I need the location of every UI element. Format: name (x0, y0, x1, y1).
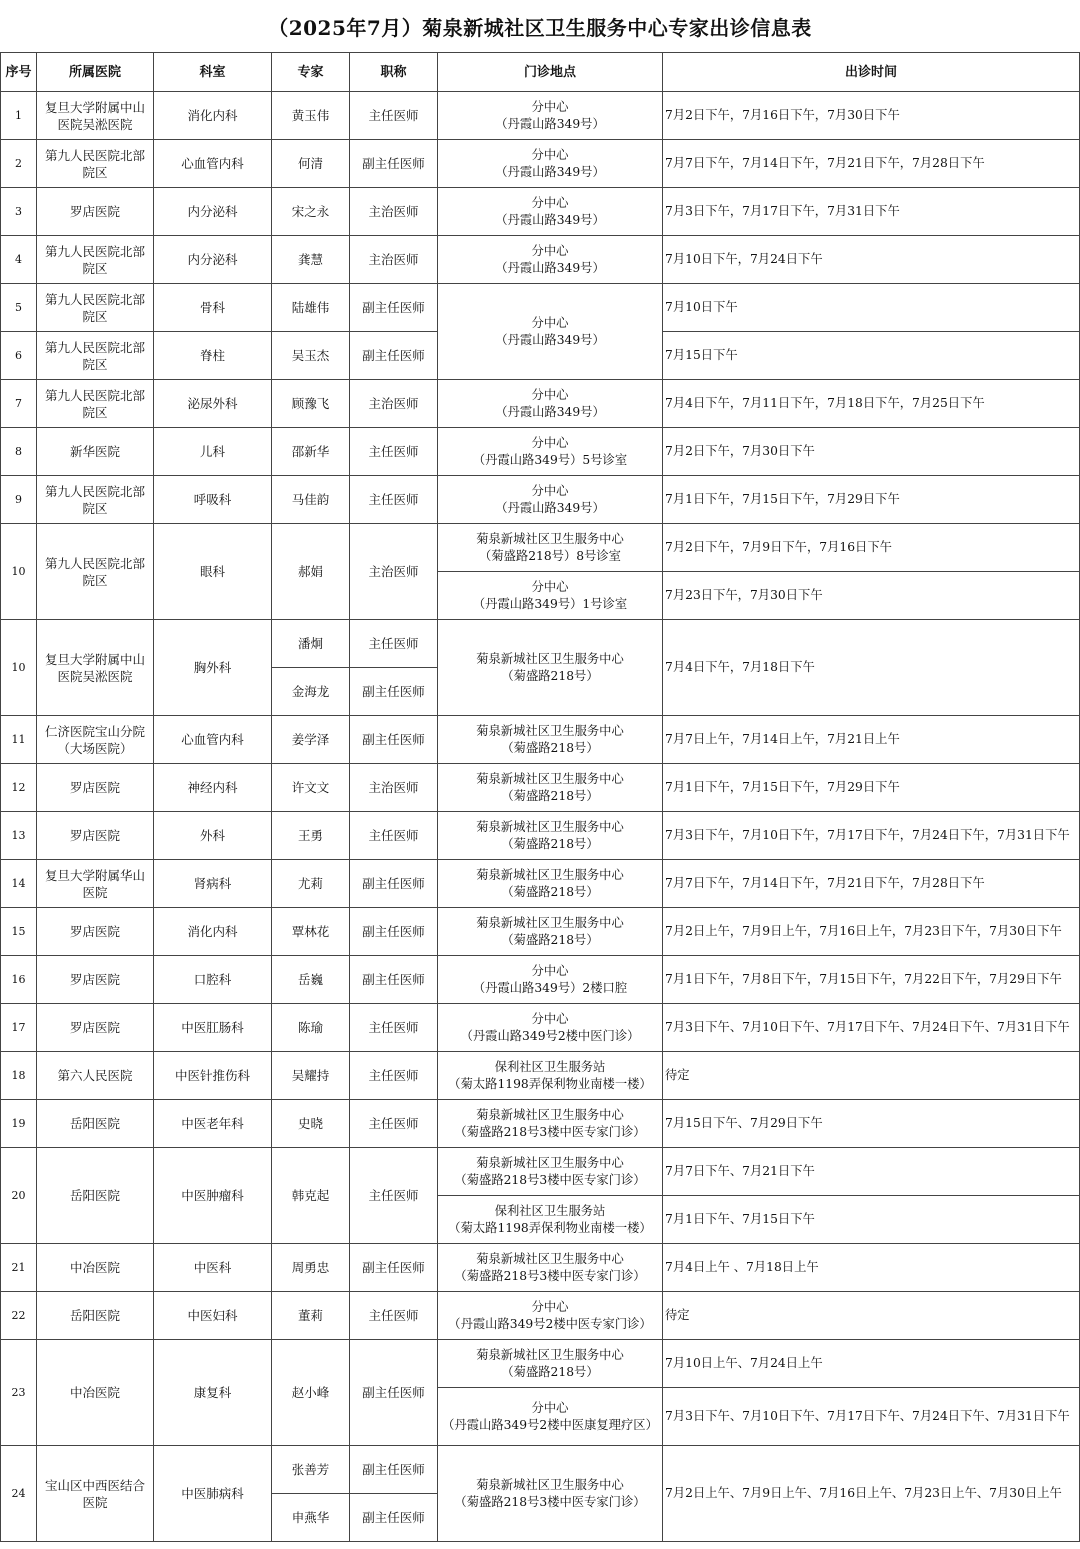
cell-title: 副主任医师 (350, 956, 438, 1004)
cell-hospital: 第九人民医院北部院区 (37, 140, 154, 188)
cell-expert: 韩克起 (272, 1148, 350, 1244)
cell-time: 7月2日下午，7月16日下午，7月30日下午 (663, 92, 1080, 140)
cell-title: 主任医师 (350, 1052, 438, 1100)
cell-location: 分中心 （丹霞山路349号）1号诊室 (438, 572, 663, 620)
header-location: 门诊地点 (438, 53, 663, 92)
cell-expert: 张善芳 (272, 1446, 350, 1494)
cell-dept: 口腔科 (154, 956, 272, 1004)
cell-seq: 10 (1, 620, 37, 716)
header-time: 出诊时间 (663, 53, 1080, 92)
cell-location: 分中心 （丹霞山路349号） (438, 236, 663, 284)
cell-expert: 许文文 (272, 764, 350, 812)
table-row (1, 380, 1080, 428)
cell-dept: 中医肺病科 (154, 1446, 272, 1542)
cell-time: 7月3日下午，7月17日下午，7月31日下午 (663, 188, 1080, 236)
cell-hospital: 岳阳医院 (37, 1292, 154, 1340)
cell-expert: 何清 (272, 140, 350, 188)
cell-dept: 中医肛肠科 (154, 1004, 272, 1052)
cell-location: 菊泉新城社区卫生服务中心 （菊盛路218号） (438, 812, 663, 860)
cell-expert: 黄玉伟 (272, 92, 350, 140)
cell-time: 7月2日上午、7月9日上午、7月16日上午、7月23日上午、7月30日上午 (663, 1446, 1080, 1542)
cell-expert: 董莉 (272, 1292, 350, 1340)
cell-title: 副主任医师 (350, 284, 438, 332)
cell-seq: 16 (1, 956, 37, 1004)
cell-location: 菊泉新城社区卫生服务中心 （菊盛路218号） (438, 1340, 663, 1388)
table-row (1, 524, 1080, 572)
cell-expert: 郝娟 (272, 524, 350, 620)
cell-dept: 消化内科 (154, 908, 272, 956)
cell-hospital: 第九人民医院北部院区 (37, 284, 154, 332)
cell-title: 主任医师 (350, 428, 438, 476)
cell-location: 分中心 （丹霞山路349号2楼中医康复理疗区） (438, 1388, 663, 1446)
cell-title: 副主任医师 (350, 332, 438, 380)
table-row (1, 92, 1080, 140)
cell-dept: 中医妇科 (154, 1292, 272, 1340)
cell-title: 副主任医师 (350, 140, 438, 188)
table-header-row (1, 53, 1080, 92)
cell-title: 副主任医师 (350, 1494, 438, 1542)
cell-location: 分中心 （丹霞山路349号2楼中医门诊） (438, 1004, 663, 1052)
header-dept: 科室 (154, 53, 272, 92)
header-hospital: 所属医院 (37, 53, 154, 92)
table-row (1, 1340, 1080, 1388)
cell-title: 主治医师 (350, 380, 438, 428)
cell-time: 7月1日下午，7月15日下午，7月29日下午 (663, 764, 1080, 812)
table-row (1, 428, 1080, 476)
cell-hospital: 罗店医院 (37, 764, 154, 812)
cell-location: 菊泉新城社区卫生服务中心 （菊盛路218号3楼中医专家门诊） (438, 1446, 663, 1542)
cell-dept: 中医老年科 (154, 1100, 272, 1148)
cell-dept: 中医肿瘤科 (154, 1148, 272, 1244)
cell-time: 7月7日上午，7月14日上午，7月21日上午 (663, 716, 1080, 764)
cell-seq: 8 (1, 428, 37, 476)
cell-time: 7月2日上午，7月9日上午，7月16日上午，7月23日下午，7月30日下午 (663, 908, 1080, 956)
cell-hospital: 复旦大学附属华山医院 (37, 860, 154, 908)
cell-seq: 9 (1, 476, 37, 524)
cell-dept: 眼科 (154, 524, 272, 620)
table-row (1, 860, 1080, 908)
table-row (1, 284, 1080, 332)
cell-hospital: 复旦大学附属中山医院吴淞医院 (37, 92, 154, 140)
cell-hospital: 新华医院 (37, 428, 154, 476)
table-row (1, 1004, 1080, 1052)
cell-hospital: 罗店医院 (37, 188, 154, 236)
cell-dept: 儿科 (154, 428, 272, 476)
cell-seq: 13 (1, 812, 37, 860)
cell-hospital: 仁济医院宝山分院（大场医院） (37, 716, 154, 764)
table-row (1, 476, 1080, 524)
cell-title: 主任医师 (350, 92, 438, 140)
cell-time: 7月1日下午，7月8日下午，7月15日下午，7月22日下午，7月29日下午 (663, 956, 1080, 1004)
cell-time: 待定 (663, 1052, 1080, 1100)
cell-expert: 金海龙 (272, 668, 350, 716)
cell-hospital: 罗店医院 (37, 1004, 154, 1052)
cell-time: 7月4日下午，7月18日下午 (663, 620, 1080, 716)
cell-title: 主治医师 (350, 524, 438, 620)
cell-expert: 龚慧 (272, 236, 350, 284)
cell-dept: 脊柱 (154, 332, 272, 380)
cell-expert: 吴玉杰 (272, 332, 350, 380)
cell-location: 分中心 （丹霞山路349号2楼中医专家门诊） (438, 1292, 663, 1340)
cell-location: 菊泉新城社区卫生服务中心 （菊盛路218号） (438, 620, 663, 716)
cell-expert: 马佳韵 (272, 476, 350, 524)
cell-time: 7月7日下午，7月14日下午，7月21日下午，7月28日下午 (663, 860, 1080, 908)
cell-seq: 22 (1, 1292, 37, 1340)
cell-title: 主任医师 (350, 620, 438, 668)
cell-location: 菊泉新城社区卫生服务中心 （菊盛路218号3楼中医专家门诊） (438, 1148, 663, 1196)
cell-dept: 心血管内科 (154, 716, 272, 764)
cell-dept: 心血管内科 (154, 140, 272, 188)
cell-title: 主治医师 (350, 764, 438, 812)
cell-time: 7月4日上午 、7月18日上午 (663, 1244, 1080, 1292)
cell-location: 分中心 （丹霞山路349号）2楼口腔 (438, 956, 663, 1004)
table-row (1, 956, 1080, 1004)
cell-seq: 12 (1, 764, 37, 812)
cell-dept: 中医科 (154, 1244, 272, 1292)
cell-seq: 5 (1, 284, 37, 332)
cell-hospital: 第九人民医院北部院区 (37, 476, 154, 524)
cell-title: 副主任医师 (350, 908, 438, 956)
cell-expert: 覃林花 (272, 908, 350, 956)
table-row (1, 716, 1080, 764)
cell-dept: 肾病科 (154, 860, 272, 908)
header-title: 职称 (350, 53, 438, 92)
cell-hospital: 中冶医院 (37, 1244, 154, 1292)
cell-time: 7月10日上午、7月24日上午 (663, 1340, 1080, 1388)
table-row (1, 236, 1080, 284)
cell-title: 副主任医师 (350, 716, 438, 764)
cell-location: 分中心 （丹霞山路349号） (438, 92, 663, 140)
cell-time: 7月15日下午、7月29日下午 (663, 1100, 1080, 1148)
cell-dept: 中医针推伤科 (154, 1052, 272, 1100)
header-seq: 序号 (1, 53, 37, 92)
cell-seq: 1 (1, 92, 37, 140)
cell-hospital: 第九人民医院北部院区 (37, 380, 154, 428)
cell-hospital: 罗店医院 (37, 956, 154, 1004)
table-row (1, 1244, 1080, 1292)
cell-hospital: 复旦大学附属中山医院吴淞医院 (37, 620, 154, 716)
table-row (1, 620, 1080, 668)
cell-hospital: 第九人民医院北部院区 (37, 524, 154, 620)
cell-location: 菊泉新城社区卫生服务中心 （菊盛路218号） (438, 716, 663, 764)
cell-dept: 神经内科 (154, 764, 272, 812)
cell-hospital: 第九人民医院北部院区 (37, 236, 154, 284)
cell-location: 菊泉新城社区卫生服务中心 （菊盛路218号）8号诊室 (438, 524, 663, 572)
cell-location: 分中心 （丹霞山路349号） (438, 188, 663, 236)
cell-location: 菊泉新城社区卫生服务中心 （菊盛路218号3楼中医专家门诊） (438, 1244, 663, 1292)
cell-location: 保利社区卫生服务站 （菊太路1198弄保利物业南楼一楼） (438, 1196, 663, 1244)
cell-location: 菊泉新城社区卫生服务中心 （菊盛路218号） (438, 764, 663, 812)
cell-seq: 4 (1, 236, 37, 284)
cell-time: 7月1日下午，7月15日下午，7月29日下午 (663, 476, 1080, 524)
cell-dept: 内分泌科 (154, 236, 272, 284)
cell-title: 主治医师 (350, 188, 438, 236)
table-row (1, 812, 1080, 860)
cell-hospital: 中冶医院 (37, 1340, 154, 1446)
cell-title: 副主任医师 (350, 1340, 438, 1446)
cell-dept: 消化内科 (154, 92, 272, 140)
cell-expert: 岳巍 (272, 956, 350, 1004)
cell-time: 7月23日下午，7月30日下午 (663, 572, 1080, 620)
cell-hospital: 罗店医院 (37, 812, 154, 860)
cell-title: 副主任医师 (350, 1244, 438, 1292)
cell-location: 分中心 （丹霞山路349号） (438, 284, 663, 380)
cell-time: 7月4日下午，7月11日下午，7月18日下午，7月25日下午 (663, 380, 1080, 428)
cell-dept: 胸外科 (154, 620, 272, 716)
cell-title: 主任医师 (350, 812, 438, 860)
table-row (1, 1148, 1080, 1196)
cell-hospital: 宝山区中西医结合医院 (37, 1446, 154, 1542)
cell-location: 分中心 （丹霞山路349号）5号诊室 (438, 428, 663, 476)
cell-seq: 3 (1, 188, 37, 236)
cell-dept: 外科 (154, 812, 272, 860)
cell-title: 副主任医师 (350, 860, 438, 908)
cell-expert: 吴耀持 (272, 1052, 350, 1100)
cell-expert: 申燕华 (272, 1494, 350, 1542)
cell-title: 主任医师 (350, 1004, 438, 1052)
cell-location: 菊泉新城社区卫生服务中心 （菊盛路218号） (438, 908, 663, 956)
cell-seq: 2 (1, 140, 37, 188)
table-row (1, 1052, 1080, 1100)
table-row (1, 1100, 1080, 1148)
cell-title: 主任医师 (350, 476, 438, 524)
cell-time: 7月7日下午、7月21日下午 (663, 1148, 1080, 1196)
cell-time: 7月1日下午、7月15日下午 (663, 1196, 1080, 1244)
cell-dept: 内分泌科 (154, 188, 272, 236)
cell-title: 副主任医师 (350, 1446, 438, 1494)
cell-dept: 呼吸科 (154, 476, 272, 524)
cell-time: 待定 (663, 1292, 1080, 1340)
cell-time: 7月3日下午，7月10日下午，7月17日下午，7月24日下午，7月31日下午 (663, 812, 1080, 860)
table-row (1, 140, 1080, 188)
cell-expert: 邵新华 (272, 428, 350, 476)
cell-expert: 王勇 (272, 812, 350, 860)
page-title: （2025年7月）菊泉新城社区卫生服务中心专家出诊信息表 (268, 16, 812, 40)
cell-seq: 20 (1, 1148, 37, 1244)
cell-hospital: 罗店医院 (37, 908, 154, 956)
cell-seq: 23 (1, 1340, 37, 1446)
cell-expert: 赵小峰 (272, 1340, 350, 1446)
cell-time: 7月7日下午，7月14日下午，7月21日下午，7月28日下午 (663, 140, 1080, 188)
cell-hospital: 第六人民医院 (37, 1052, 154, 1100)
cell-expert: 尤莉 (272, 860, 350, 908)
cell-location: 菊泉新城社区卫生服务中心 （菊盛路218号3楼中医专家门诊） (438, 1100, 663, 1148)
cell-seq: 18 (1, 1052, 37, 1100)
cell-time: 7月3日下午、7月10日下午、7月17日下午、7月24日下午、7月31日下午 (663, 1388, 1080, 1446)
cell-seq: 10 (1, 524, 37, 620)
cell-expert: 宋之永 (272, 188, 350, 236)
cell-title: 副主任医师 (350, 668, 438, 716)
cell-time: 7月2日下午，7月30日下午 (663, 428, 1080, 476)
cell-time: 7月15日下午 (663, 332, 1080, 380)
cell-title: 主治医师 (350, 236, 438, 284)
cell-seq: 14 (1, 860, 37, 908)
cell-dept: 康复科 (154, 1340, 272, 1446)
schedule-table (0, 52, 1080, 1542)
cell-seq: 24 (1, 1446, 37, 1542)
cell-expert: 姜学泽 (272, 716, 350, 764)
cell-location: 分中心 （丹霞山路349号） (438, 140, 663, 188)
table-row (1, 908, 1080, 956)
cell-location: 菊泉新城社区卫生服务中心 （菊盛路218号） (438, 860, 663, 908)
cell-seq: 19 (1, 1100, 37, 1148)
cell-location: 保利社区卫生服务站 （菊太路1198弄保利物业南楼一楼） (438, 1052, 663, 1100)
cell-expert: 陈瑜 (272, 1004, 350, 1052)
cell-hospital: 第九人民医院北部院区 (37, 332, 154, 380)
cell-dept: 泌尿外科 (154, 380, 272, 428)
table-row (1, 1446, 1080, 1494)
cell-title: 主任医师 (350, 1100, 438, 1148)
header-expert: 专家 (272, 53, 350, 92)
cell-time: 7月10日下午，7月24日下午 (663, 236, 1080, 284)
cell-title: 主任医师 (350, 1292, 438, 1340)
cell-location: 分中心 （丹霞山路349号） (438, 476, 663, 524)
cell-seq: 21 (1, 1244, 37, 1292)
cell-expert: 陆雄伟 (272, 284, 350, 332)
cell-expert: 潘炯 (272, 620, 350, 668)
cell-seq: 15 (1, 908, 37, 956)
cell-time: 7月3日下午、7月10日下午、7月17日下午、7月24日下午、7月31日下午 (663, 1004, 1080, 1052)
cell-expert: 顾豫飞 (272, 380, 350, 428)
cell-expert: 史晓 (272, 1100, 350, 1148)
cell-time: 7月2日下午，7月9日下午，7月16日下午 (663, 524, 1080, 572)
table-row (1, 764, 1080, 812)
cell-title: 主任医师 (350, 1148, 438, 1244)
cell-hospital: 岳阳医院 (37, 1100, 154, 1148)
cell-expert: 周勇忠 (272, 1244, 350, 1292)
cell-dept: 骨科 (154, 284, 272, 332)
cell-time: 7月10日下午 (663, 284, 1080, 332)
cell-hospital: 岳阳医院 (37, 1148, 154, 1244)
table-row (1, 1292, 1080, 1340)
cell-seq: 17 (1, 1004, 37, 1052)
table-row (1, 188, 1080, 236)
cell-location: 分中心 （丹霞山路349号） (438, 380, 663, 428)
cell-seq: 11 (1, 716, 37, 764)
cell-seq: 6 (1, 332, 37, 380)
cell-seq: 7 (1, 380, 37, 428)
